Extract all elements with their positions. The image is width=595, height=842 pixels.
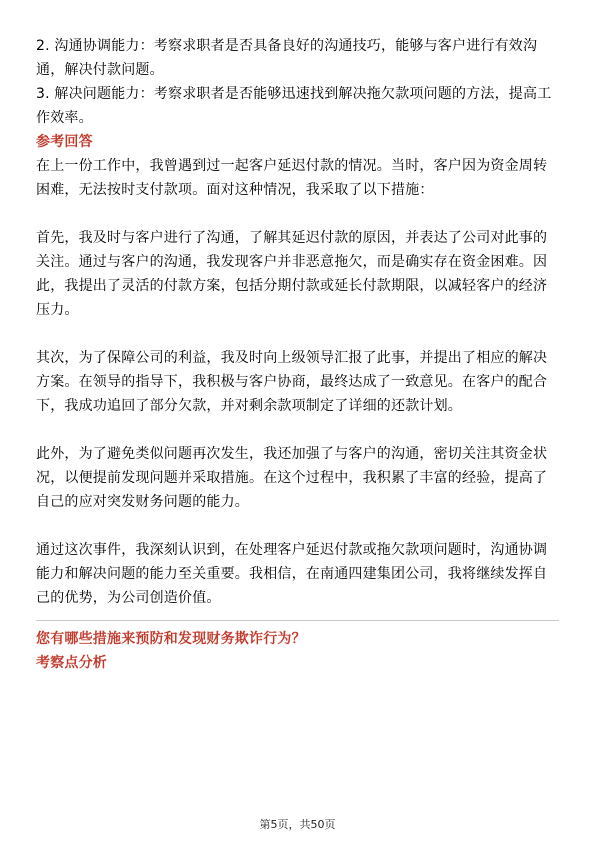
- paragraph-spacer: [36, 202, 559, 226]
- answer-paragraph: 其次，为了保障公司的利益，我及时向上级领导汇报了此事，并提出了相应的解决方案。在领导的指导下，我积极与客户协商，最终达成了一致意见。在客户的配合下，我成功追回了部分欠款，并对剩余款项制定了详细的还款计划。: [36, 350, 548, 414]
- criterion-communication: 2. 沟通协调能力：考察求职者是否具备良好的沟通技巧，能够与客户进行有效沟通，解决付款问题。: [36, 38, 538, 78]
- answer-paragraph: 此外，为了避免类似问题再次发生，我还加强了与客户的沟通，密切关注其资金状况，以便提前发现问题并采取措施。在这个过程中，我积累了丰富的经验，提高了自己的应对突发财务问题的能力。: [36, 446, 548, 510]
- paragraph-spacer: [36, 418, 559, 442]
- page-content: [36, 34, 559, 675]
- paragraph-spacer: [36, 322, 559, 346]
- answer-paragraph: 首先，我及时与客户进行了沟通，了解其延迟付款的原因，并表达了公司对此事的关注。通过与客户的沟通，我发现客户并非恶意拖欠，而是确实存在资金困难。因此，我提出了灵活的付款方案，包括分期付款或延长付款期限，以减轻客户的经济压力。: [36, 230, 548, 318]
- answer-paragraph: 在上一份工作中，我曾遇到过一起客户延迟付款的情况。当时，客户因为资金周转困难，无法按时支付款项。面对这种情况，我采取了以下措施：: [36, 158, 548, 198]
- page-number: 第5页，共50页: [259, 818, 336, 831]
- section-divider: [36, 620, 559, 621]
- next-question-title: 您有哪些措施来预防和发现财务欺诈行为？: [36, 631, 306, 647]
- analysis-heading: 考察点分析: [36, 655, 107, 671]
- answer-paragraph: 通过这次事件，我深刻认识到，在处理客户延迟付款或拖欠款项问题时，沟通协调能力和解决问题的能力至关重要。我相信，在南通四建集团公司，我将继续发挥自己的优势，为公司创造价值。: [36, 542, 548, 606]
- answer-heading: 参考回答: [36, 134, 93, 150]
- paragraph-spacer: [36, 514, 559, 538]
- criterion-problem-solving: 3. 解决问题能力：考察求职者是否能够迅速找到解决拖欠款项问题的方法，提高工作效率。: [36, 86, 552, 126]
